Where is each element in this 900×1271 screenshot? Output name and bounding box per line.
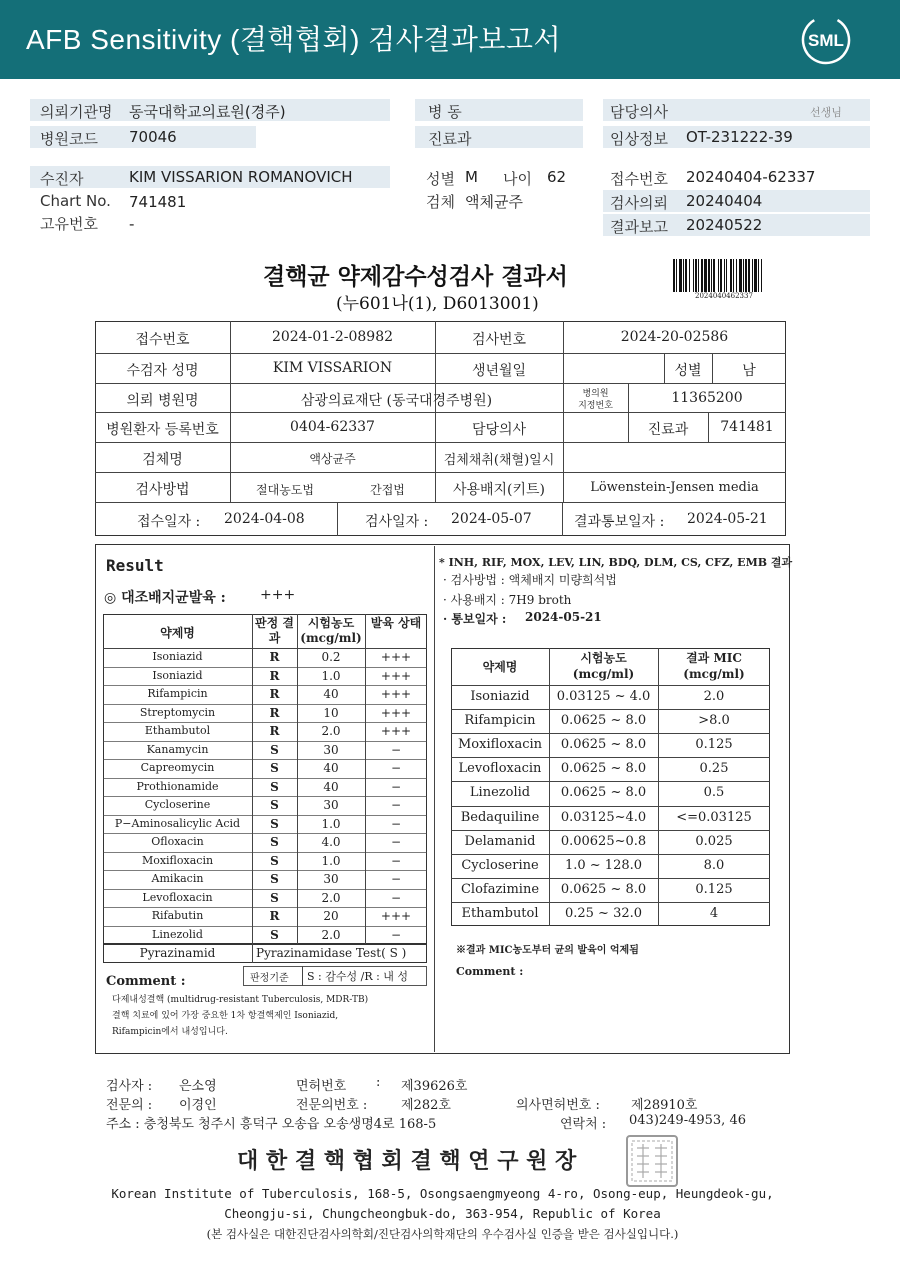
cell-value: 2024-20-02586 <box>620 329 729 345</box>
drug-name: Linezolid <box>152 927 203 941</box>
comment-line: Rifampicin에서 내성입니다. <box>112 1027 228 1037</box>
th-conc: 시험농도 (mcg/ml) <box>300 616 362 645</box>
drug-name: Streptomycin <box>139 705 216 719</box>
mic-drug: Clofazimine <box>460 881 540 897</box>
drug-name: Cycloserine <box>144 798 211 811</box>
mic-footnote: ※결과 MIC농도부터 균의 발육이 억제됨 <box>456 945 639 956</box>
mic-range: 0.0625 ~ 8.0 <box>560 761 647 777</box>
drug-growth: − <box>390 835 402 849</box>
drug-growth: − <box>390 798 402 812</box>
spec-no-label: 전문의번호 : <box>296 1098 368 1113</box>
org-label: 의뢰기관명 <box>40 103 113 121</box>
mic-result: 4 <box>709 905 719 921</box>
cell-value: 간접법 <box>370 483 405 497</box>
drug-growth: − <box>390 927 402 942</box>
control-value: +++ <box>260 587 296 603</box>
dept-label: 진료과 <box>428 130 472 148</box>
mic-th-drug: 약제명 <box>482 660 518 674</box>
drug-conc: 30 <box>323 742 339 757</box>
drug-result: S <box>270 761 279 775</box>
barcode-bar <box>673 259 675 292</box>
drug-name: Ofloxacin <box>151 835 204 848</box>
drug-result: R <box>269 724 280 738</box>
sml-logo <box>800 14 852 66</box>
mic-row-divider <box>451 878 770 879</box>
drug-growth: +++ <box>380 724 412 738</box>
certification: (본 검사실은 대한진단검사의학회/진단검사의학재단의 우수검사실 인증을 받은 검사실입니다.) <box>206 1227 679 1241</box>
row-divider <box>103 815 427 816</box>
mic-notify-value: 2024-05-21 <box>525 610 602 624</box>
mic-result: <=0.03125 <box>676 809 752 825</box>
mic-drug: Isoniazid <box>470 689 530 704</box>
cell-label: 결과통보일자 : <box>574 514 665 530</box>
hospcode-label: 병원코드 <box>40 130 98 148</box>
drug-conc: 30 <box>323 872 339 886</box>
mic-result: 0.025 <box>695 833 733 849</box>
drug-result: R <box>269 909 280 923</box>
mic-row-divider <box>451 830 770 831</box>
cell-value: 절대농도법 <box>256 483 314 497</box>
license-value: 제39626호 <box>401 1079 468 1094</box>
cell-label: 검사방법 <box>135 482 190 498</box>
drug-result: R <box>269 668 280 683</box>
cell-label: 사용배지(키트) <box>452 482 546 498</box>
age-value: 62 <box>547 168 567 186</box>
drug-result: S <box>270 835 279 849</box>
drug-result: S <box>270 798 279 812</box>
address: 주소 : 충청북도 청주시 흥덕구 오송읍 오송생명4로 168-5 <box>106 1117 437 1132</box>
institute-name: 대 한 결 핵 협 회 결 핵 연 구 원 장 <box>237 1148 577 1174</box>
doctor-label: 담당의사 <box>610 103 668 121</box>
barcode-bar <box>752 259 753 292</box>
specialist-value: 이경인 <box>179 1098 217 1113</box>
cell-label: 담당의사 <box>471 422 527 438</box>
th-growth: 발육 상태 <box>370 616 422 630</box>
mic-drug: Ethambutol <box>461 905 539 921</box>
row-divider <box>103 833 427 834</box>
barcode-bar <box>701 259 703 292</box>
clinical-value: OT-231222-39 <box>686 128 793 146</box>
cell-label: 검사번호 <box>471 332 527 348</box>
drug-growth: − <box>390 853 402 868</box>
drug-growth: − <box>390 872 402 886</box>
en-address-2: Cheongju-si, Chungcheongbuk-do, 363-954, Republic of Korea <box>224 1206 661 1221</box>
drug-name: Prothionamide <box>136 779 219 793</box>
mic-range: 0.25 ~ 32.0 <box>564 905 643 921</box>
drug-result: S <box>270 927 279 942</box>
mic-th-result: 결과 MIC (mcg/ml) <box>683 651 745 681</box>
row-divider <box>103 667 427 668</box>
cell-value: 11365200 <box>671 390 743 406</box>
barcode-text: 2024040462337 <box>695 292 753 300</box>
drug-conc: 2.0 <box>321 890 341 905</box>
barcode <box>673 259 785 292</box>
chart-label: Chart No. <box>40 192 111 210</box>
drug-conc: 40 <box>323 761 339 775</box>
md-license-value: 제28910호 <box>631 1098 698 1113</box>
drug-conc: 0.2 <box>321 650 341 664</box>
drug-name: Isoniazid <box>152 650 203 663</box>
mic-range: 0.0625 ~ 8.0 <box>560 881 647 897</box>
comment-line: 다제내성결핵 (multidrug-resistant Tuberculosis, MDR-TB) <box>112 995 369 1005</box>
row-divider <box>103 778 427 779</box>
accession-value: 20240404-62337 <box>686 168 816 186</box>
drug-result: S <box>270 890 279 905</box>
cell-label: 성별 <box>674 363 702 379</box>
cell-value: 액상균주 <box>309 452 356 466</box>
cell-label: 병의원 <box>582 389 609 399</box>
drug-conc: 1.0 <box>321 853 341 868</box>
barcode-bar <box>736 259 737 292</box>
cell-value: 남 <box>742 363 756 379</box>
barcode-bar <box>745 259 747 292</box>
drug-name: Amikacin <box>151 872 204 885</box>
mic-drug: Levofloxacin <box>458 761 542 777</box>
barcode-bar <box>758 259 759 292</box>
official-seal <box>625 1134 679 1188</box>
md-license-label: 의사면허번호 : <box>516 1098 600 1113</box>
mic-result: 0.5 <box>703 785 725 801</box>
mic-row-divider <box>451 902 770 903</box>
org-value: 동국대학교의료원(경주) <box>129 103 286 121</box>
license-label: 면허번호 <box>296 1079 347 1094</box>
barcode-bar <box>743 259 744 292</box>
drug-name: Kanamycin <box>146 742 209 756</box>
drug-conc: 4.0 <box>321 835 341 849</box>
barcode-bar <box>708 259 710 292</box>
tester-label: 검사자 : <box>106 1079 153 1094</box>
cell-value: 2024-01-2-08982 <box>271 329 394 345</box>
license-colon: : <box>376 1075 381 1090</box>
row-divider <box>103 852 427 853</box>
pyr-value: Pyrazinamidase Test( S ) <box>256 946 407 960</box>
barcode-bar <box>693 259 694 292</box>
criteria-value: S : 감수성 /R : 내 성 <box>307 970 409 983</box>
row-divider <box>103 741 427 742</box>
barcode-bar <box>726 259 727 292</box>
drug-conc: 40 <box>323 779 339 794</box>
barcode-bar <box>713 259 715 292</box>
mic-drug: Cycloserine <box>461 857 539 873</box>
drug-result: S <box>270 816 279 831</box>
drug-name: Ethambutol <box>144 724 211 737</box>
barcode-bar <box>704 259 707 292</box>
comment-line: 결핵 치료에 있어 가장 중요한 1차 항결핵제인 Isoniazid, <box>112 1011 339 1021</box>
cell-value: 0404-62337 <box>290 419 375 435</box>
report-value: 20240522 <box>686 216 763 234</box>
mic-row-divider <box>451 854 770 855</box>
drug-growth: +++ <box>380 687 412 701</box>
result-title: Result <box>106 556 164 575</box>
barcode-bar <box>711 259 712 292</box>
drug-conc: 20 <box>323 909 339 923</box>
contact-value: 043)249-4953, 46 <box>629 1113 746 1128</box>
cell-label: 접수번호 <box>135 332 190 348</box>
drug-result: S <box>270 872 279 886</box>
accession-label: 접수번호 <box>610 170 668 188</box>
drug-name: Rifabutin <box>151 909 204 922</box>
request-value: 20240404 <box>686 192 763 210</box>
drug-growth: − <box>390 890 402 905</box>
drug-growth: +++ <box>380 650 412 664</box>
row-divider <box>103 722 427 723</box>
cell-label: 생년월일 <box>471 363 527 379</box>
cell-label: 진료과 <box>647 422 689 438</box>
barcode-bar <box>698 259 699 292</box>
cell-label: 검체명 <box>142 452 183 468</box>
age-label: 나이 <box>503 170 532 188</box>
cell-label: 병원환자 등록번호 <box>106 422 219 438</box>
drug-result: R <box>269 687 280 701</box>
cell-label: 의뢰 병원명 <box>126 393 199 409</box>
uid-value: - <box>129 215 135 233</box>
mic-range: 0.0625 ~ 8.0 <box>560 713 647 729</box>
sheet-subtitle: (누601나(1), D6013001) <box>336 294 539 314</box>
sheet-title: 결핵균 약제감수성검사 결과서 <box>263 263 568 290</box>
row-divider <box>103 907 427 908</box>
ward-label: 병 동 <box>428 103 462 121</box>
mic-note-title: * INH, RIF, MOX, LEV, LIN, BDQ, DLM, CS, CFZ, EMB 결과 <box>439 556 793 569</box>
drug-conc: 10 <box>323 705 339 720</box>
drug-growth: +++ <box>380 668 412 683</box>
drug-growth: − <box>390 779 402 794</box>
drug-name: Rifampicin <box>147 687 208 700</box>
mic-result: >8.0 <box>698 713 730 729</box>
barcode-bar <box>683 259 684 292</box>
barcode-bar <box>689 259 690 292</box>
chart-value: 741481 <box>129 193 187 211</box>
mic-row-divider <box>451 709 770 710</box>
drug-name: Moxifloxacin <box>141 853 214 867</box>
barcode-bar <box>724 259 725 292</box>
specialist-label: 전문의 : <box>106 1098 153 1113</box>
patient-value: KIM VISSARION ROMANOVICH <box>129 168 353 186</box>
barcode-bar <box>739 259 742 292</box>
barcode-bar <box>748 259 750 292</box>
report-label: 결과보고 <box>610 218 668 236</box>
mic-range: 0.00625~0.8 <box>560 833 647 849</box>
row-divider <box>103 889 427 890</box>
cell-value: 삼광의료재단 (동국대경주병원) <box>300 393 493 409</box>
row-divider <box>103 704 427 705</box>
drug-growth: +++ <box>380 909 412 923</box>
control-label: ◎ 대조배지균발육 : <box>104 590 226 606</box>
cell-value: KIM VISSARION <box>272 360 393 376</box>
drug-result: S <box>270 742 279 757</box>
cell-label: 검체채취(채혈)일시 <box>443 453 555 468</box>
th-result: 판정 결과 <box>255 616 294 645</box>
row-divider <box>103 926 427 927</box>
mic-notify-label: · 통보일자 : <box>443 612 507 626</box>
barcode-bar <box>730 259 732 292</box>
cell-value: 741481 <box>720 419 774 435</box>
mic-row-divider <box>451 733 770 734</box>
mic-drug: Rifampicin <box>464 713 536 729</box>
row-divider <box>103 796 427 797</box>
drug-conc: 1.0 <box>321 668 341 683</box>
drug-growth: +++ <box>380 705 412 720</box>
cell-label: 지정번호 <box>578 401 613 411</box>
mic-drug: Delamanid <box>464 833 536 849</box>
drug-conc: 30 <box>323 798 339 812</box>
mic-drug: Moxifloxacin <box>457 737 543 753</box>
mic-th-conc: 시험농도 (mcg/ml) <box>572 651 635 681</box>
row-divider <box>103 685 427 686</box>
cell-value: 2024-04-08 <box>224 511 305 527</box>
mic-range: 0.0625 ~ 8.0 <box>560 737 647 753</box>
cell-value: 2024-05-07 <box>451 511 532 527</box>
mic-range: 0.03125~4.0 <box>560 809 647 825</box>
mic-result: 0.125 <box>695 881 733 897</box>
drug-name: Capreomycin <box>140 761 215 774</box>
row-divider <box>103 759 427 760</box>
mic-row-divider <box>451 806 770 807</box>
drug-conc: 40 <box>323 687 339 701</box>
drug-conc: 1.0 <box>321 816 341 831</box>
mic-result: 0.25 <box>699 761 729 777</box>
clinical-label: 임상정보 <box>610 130 668 148</box>
barcode-bar <box>679 259 682 292</box>
mic-range: 1.0 ~ 128.0 <box>564 857 643 873</box>
drug-name: Isoniazid <box>152 668 203 682</box>
mic-range: 0.0625 ~ 8.0 <box>560 785 647 801</box>
cell-label: 수검자 성명 <box>126 363 199 379</box>
tester-value: 은소영 <box>179 1079 217 1094</box>
sex-value: M <box>465 168 478 186</box>
uid-label: 고유번호 <box>40 215 98 233</box>
barcode-bar <box>754 259 757 292</box>
barcode-bar <box>685 259 687 292</box>
hospcode-value: 70046 <box>129 128 177 146</box>
drug-conc: 2.0 <box>321 724 341 738</box>
criteria-label: 판정기준 <box>250 973 289 984</box>
cell-value: 2024-05-21 <box>687 511 768 527</box>
barcode-bar <box>720 259 722 292</box>
mic-drug: Bedaquiline <box>460 809 540 825</box>
contact-label: 연락처 : <box>560 1117 607 1132</box>
patient-label: 수진자 <box>40 170 84 188</box>
barcode-bar <box>676 259 677 292</box>
mic-medium: · 사용배지 : 7H9 broth <box>443 593 572 607</box>
spec-no-value: 제282호 <box>401 1098 451 1113</box>
mic-row-divider <box>451 757 770 758</box>
row-divider <box>103 870 427 871</box>
drug-name: P−Aminosalicylic Acid <box>114 816 241 830</box>
drug-growth: − <box>390 816 402 831</box>
mic-method: · 검사방법 : 액체배지 미량희석법 <box>443 573 617 587</box>
doctor-suffix: 선생님 <box>810 106 842 119</box>
drug-result: R <box>269 705 280 720</box>
mic-range: 0.03125 ~ 4.0 <box>556 689 651 704</box>
sml-logo-text: SML <box>808 31 844 50</box>
barcode-bar <box>733 259 734 292</box>
drug-result: S <box>270 853 279 868</box>
cell-label: 접수일자 : <box>137 514 201 530</box>
cell-value: Löwenstein-Jensen media <box>590 480 759 495</box>
mic-result: 2.0 <box>703 689 725 704</box>
drug-result: R <box>269 650 280 664</box>
comment-label: Comment : <box>106 974 186 989</box>
report-title: AFB Sensitivity (결핵협회) 검사결과보고서 <box>26 24 562 55</box>
specimen-label: 검체 <box>426 193 455 211</box>
en-address-1: Korean Institute of Tuberculosis, 168-5, Osongsaengmyeong 4-ro, Osong-eup, Heungdeok-gu, <box>111 1186 774 1201</box>
mic-drug: Linezolid <box>469 785 531 801</box>
cell-label: 검사일자 : <box>365 514 429 530</box>
drug-conc: 2.0 <box>321 927 341 942</box>
mic-row-divider <box>451 781 770 782</box>
barcode-bar <box>718 259 719 292</box>
request-label: 검사의뢰 <box>610 194 668 212</box>
th-drug: 약제명 <box>160 626 195 640</box>
drug-name: Levofloxacin <box>142 890 213 904</box>
mic-comment-label: Comment : <box>456 965 524 978</box>
mic-result: 8.0 <box>703 857 725 873</box>
drug-growth: − <box>390 761 402 775</box>
drug-result: S <box>270 779 279 794</box>
barcode-bar <box>761 259 762 292</box>
barcode-bar <box>695 259 697 292</box>
pyr-name: Pyrazinamid <box>139 946 216 960</box>
drug-growth: − <box>390 742 402 757</box>
sex-label: 성별 <box>426 170 455 188</box>
specimen-value: 액체균주 <box>465 193 523 211</box>
mic-result: 0.125 <box>695 737 733 753</box>
